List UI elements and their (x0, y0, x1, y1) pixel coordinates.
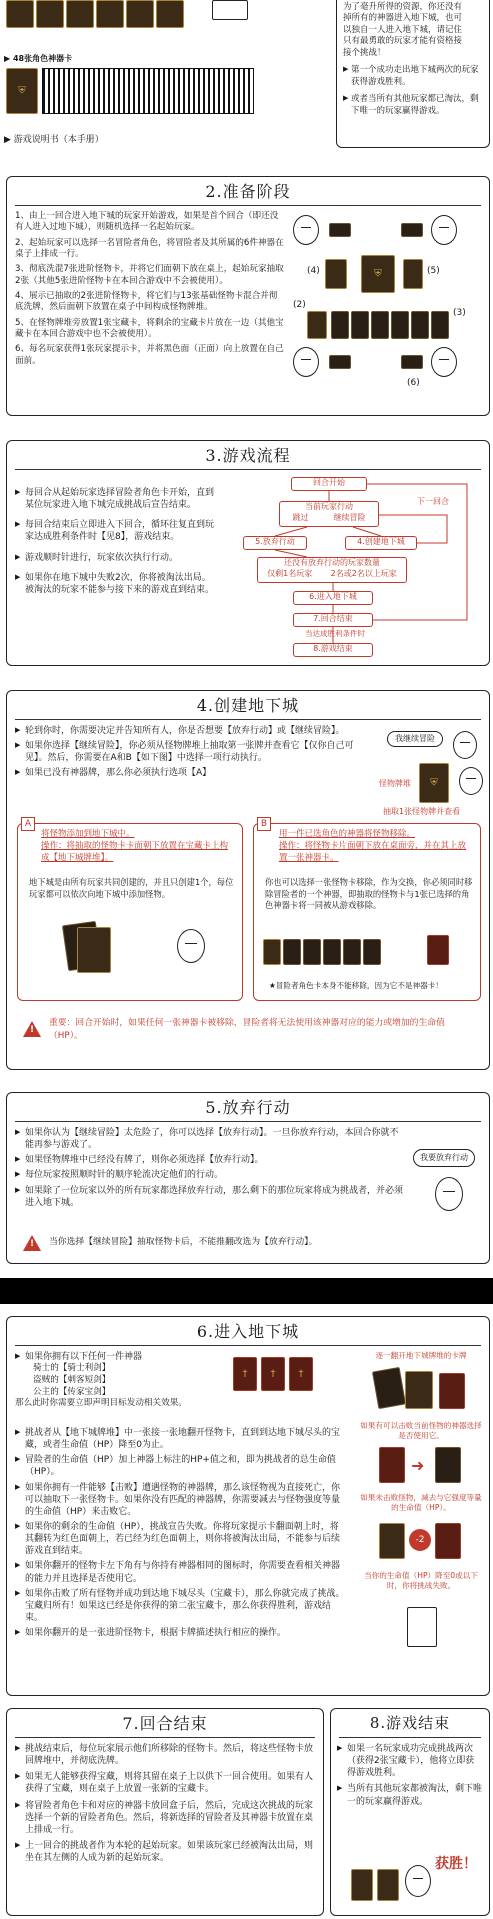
flow-bullet: ▶ 每回合从起始玩家选择冒险者角色卡开始，直到某位玩家进入地下城完成挑战后宣告结束。 (25, 487, 215, 511)
character-card (6, 0, 34, 28)
item-card-stack (42, 68, 254, 114)
flow-bullet: ▶ 每回合结束后立即进入下回合，循环往复直到玩家达成胜利条件时【见8】，游戏结束。 (25, 519, 215, 543)
enter-intro-end: 那么此时你需要立即声明目标发动相关效果。 (15, 1398, 187, 1409)
enter-bullet: ▶ 挑战者从【地下城牌堆】中一张接一张地翻开怪物卡，直到到达地下城尽头的宝藏，或者生命值（HP）降至0为止。 (25, 1427, 345, 1451)
section-give-up (6, 1092, 490, 1264)
sword-card (289, 1357, 313, 1391)
enter-caption: 如果未击败怪物，减去与它强度等量的生命值（HP）。 (360, 1493, 482, 1513)
enter-bullet: ▶ 如果你拥有以下任何一件神器 (25, 1351, 345, 1363)
item-card (303, 939, 321, 965)
section-setup (6, 176, 490, 416)
enter-caption: 当你的生命值（HP）降至0或以下时，你将挑战失败。 (364, 1571, 478, 1591)
artifact-item: 骑士的【骑士利剑】 (33, 1363, 111, 1374)
round-end-bullets (25, 1743, 315, 1864)
enter-bullets (25, 1427, 345, 1639)
item-card-front (6, 68, 38, 114)
item-card (283, 939, 301, 965)
hint-card (329, 355, 351, 369)
shield-icon: ⛨ (18, 85, 26, 97)
setup-steps (15, 211, 285, 367)
enter-bullet: ▶ 如果你击败了所有怪物并成功到达地下城尽头（宝藏卡），那么你就完成了挑战。宝藏归所有！如果这已经是你获得的第二张宝藏卡，那么你获得胜利，游戏结束。 (25, 1588, 345, 1624)
draw-label: 抽取1张怪物牌并查看 (383, 807, 461, 816)
section-game-flow (6, 440, 490, 666)
build-warning: 重要：回合开始时，如果任何一张神器卡被移除，冒险者将无法使用该神器对应的能力或增加的生命值（HP）。 (49, 1018, 445, 1041)
speech-bubble: 我要放弃行动 (413, 1149, 475, 1167)
give-up-bullet: ▶ 每位玩家按照顺时针的顺序轮流决定他们的行动。 (25, 1169, 405, 1181)
flow-remain: 还没有放弃行动的玩家数量 仅剩1名玩家 2名或2名以上玩家 (257, 557, 407, 583)
setup-step: 4、展示已抽取的2张进阶怪物卡，将它们与13张基础怪物卡混合并彻底洗牌，然后面朝下放置在桌子中间构成怪物牌堆。 (15, 291, 278, 313)
victory-box-line: 为了毫升所得的资源，你还没有 (343, 2, 463, 12)
setup-step: 3、彻底洗混7张进阶怪物卡，并将它们面朝下放在桌上，起始玩家抽取2张（其他5张进阶怪物卡在本回合游戏中不会被使用）。 (15, 264, 284, 286)
round-end-bullet: ▶ 如果无人能够获得宝藏，则将其留在桌子上以供下一回合使用。如果有人获得了宝藏，则在桌子上放置一张新的宝藏卡。 (25, 1771, 315, 1795)
black-divider (0, 1278, 493, 1304)
item-card (435, 1447, 461, 1483)
game-end-bullets (347, 1743, 483, 1808)
monster-deck (361, 255, 395, 293)
flow-give-up: 5.放弃行动 (243, 536, 307, 550)
player-hint-card (212, 0, 248, 20)
option-b-note: 你也可以选择一张怪物卡移除，作为交换，你必须同时移除冒险者的一个神器，即抽取的怪物卡与1张已选择的角色神器卡将一同被从游戏移除。 (265, 877, 473, 911)
character-card (36, 0, 64, 28)
item-card (371, 311, 389, 339)
setup-label: (2) (293, 300, 306, 310)
give-up-bullets (25, 1127, 405, 1209)
option-b-tag: B (257, 817, 271, 831)
flow-next-label: 下一回合 (417, 497, 449, 506)
adventurer-card (263, 939, 281, 965)
sword-icon: † (242, 1368, 248, 1380)
player-face (293, 347, 319, 377)
setup-label: (5) (427, 266, 440, 276)
win-text: 获胜！ (435, 1856, 477, 1872)
player-face (293, 215, 319, 245)
give-up-warning: 当你选择【继续冒险】抽取怪物卡后，不能推翻改选为【放弃行动】。 (49, 1237, 318, 1247)
flow-win-check: 当达成胜利条件时 (305, 629, 365, 638)
setup-step: 2、起始玩家可以选择一名冒险者角色，将冒险者及其所属的6件神器在桌子上排成一行。 (15, 237, 284, 260)
hint-card (401, 355, 423, 369)
player-face (435, 1177, 463, 1211)
give-up-bullet: ▶ 如果怪物牌堆中已经没有牌了，则你必须选择【放弃行动】。 (25, 1154, 405, 1166)
sword-icon: † (270, 1368, 276, 1380)
manual-label: ▶ 游戏说明书（本手册） (4, 135, 104, 145)
round-end-bullet: ▶ 将冒险者角色卡和对应的神器卡放回盒子后，然后，完成这次挑战的玩家选择一个新的冒险者角色。然后，将新选择的冒险者及其神器卡放置在桌上排成一行。 (25, 1800, 315, 1836)
divider (15, 719, 481, 720)
section-title: 6.进入地下城 (196, 1322, 300, 1341)
section-round-end (6, 1708, 324, 1916)
build-bullet: ▶ 如果已没有神器牌，那么你必须执行选项【A】 (25, 767, 365, 779)
sword-card (261, 1357, 285, 1391)
shield-icon: ⛨ (374, 268, 382, 280)
sword-card (233, 1357, 257, 1391)
arrow-right-icon: ➜ (411, 1456, 425, 1475)
divider (339, 1737, 481, 1738)
advanced-monster-card (325, 259, 347, 289)
setup-label: (6) (407, 378, 420, 388)
character-card (156, 0, 184, 28)
enter-bullet: ▶ 如果你拥有一件能够【击败】遭遇怪物的神器牌，那么该怪物视为直接死亡，你可以抽取下一张怪物卡。如果你没有匹配的神器牌，你需要减去与怪物强度等量的生命值（HP）来击败它。 (25, 1482, 345, 1518)
build-bullet: ▶ 如果你选择【继续冒险】，你必须从怪物牌堆上抽取第一张牌并查看它【仅你自己可见】。然后，你需要在A和B【如下图】中选择一项行动执行。 (25, 740, 365, 764)
player-face (177, 929, 205, 963)
flow-build: 4.创建地下城 (345, 536, 417, 550)
flow-enter: 6.进入地下城 (293, 591, 373, 605)
monster-deck (419, 763, 449, 803)
victory-bullet: ▶ 或者当所有其他玩家都已淘汰，剩下唯一的玩家赢得游戏。 (343, 94, 479, 116)
top-section (0, 0, 493, 150)
divider (15, 1121, 481, 1122)
monster-card (379, 1447, 405, 1483)
dungeon-card (405, 1371, 433, 1409)
flow-arrows (7, 441, 490, 666)
round-end-bullet: ▶ 挑战结束后，每位玩家展示他们所移除的怪物卡。然后，将这些怪物卡放回牌堆中，并彻底洗牌。 (25, 1743, 315, 1767)
shield-icon: ⛨ (430, 777, 438, 789)
victory-box-line: 接个挑战！ (343, 47, 386, 58)
section-title: 8.游戏结束 (369, 1714, 451, 1732)
flow-current: 当前玩家行动 跳过 继续冒险 (279, 501, 379, 527)
round-end-bullet: ▶ 上一回合的挑战者作为本轮的起始玩家。如果该玩家已经被淘汰出局，则坐在其左侧的人成为新的起始玩家。 (25, 1840, 315, 1864)
adventurer-card (307, 311, 327, 339)
game-end-bullet: ▶ 如果一名玩家成功完成挑战两次（获得2张宝藏卡），他将立即获得游戏胜利。 (347, 1743, 483, 1779)
give-up-bullet: ▶ 如果你认为【继续冒险】太危险了，你可以选择【放弃行动】。一旦你放弃行动，本回合你就不能再参与游戏了。 (25, 1127, 405, 1151)
character-card (66, 0, 94, 28)
section-title: 3.游戏流程 (205, 446, 291, 465)
speech-bubble: 我继续冒险 (387, 731, 443, 747)
victory-box-line: 只有最勇敢的玩家才能有资格接 (343, 36, 463, 47)
artifact-item: 公主的【传家宝剑】 (33, 1386, 111, 1397)
sword-icon: † (298, 1368, 304, 1380)
item-card (343, 939, 361, 965)
hint-card (401, 223, 423, 237)
victory-box-line: 以独自一人进入地下城，请记住 (343, 24, 463, 35)
section-title: 7.回合结束 (122, 1714, 208, 1733)
treasure-card (77, 927, 111, 973)
setup-label: (4) (307, 266, 320, 276)
divider (15, 205, 481, 206)
item-card (411, 311, 429, 339)
flow-game-end: 8.游戏结束 (293, 643, 373, 657)
flow-end-round: 7.回合结束 (293, 613, 373, 627)
treasure-card (377, 1869, 399, 1901)
item-cards-label: ▶ 48张角色神器卡 (4, 54, 73, 63)
treasure-card (351, 1869, 373, 1901)
build-bullets (25, 725, 365, 780)
enter-bullet: ▶ 如果你翻开的是一张进阶怪物卡，根据卡牌描述执行相应的操作。 (25, 1627, 345, 1639)
option-a-tag: A (21, 817, 35, 831)
section-title: 5.放弃行动 (205, 1098, 291, 1117)
adventurer-card (379, 1523, 405, 1559)
game-end-bullet: ▶ 当所有其他玩家都被淘汰，剩下唯一的玩家赢得游戏。 (347, 1783, 483, 1807)
option-a-note: 地下城是由所有玩家共同创建的，并且只创建1个，每位玩家都可以依次向地下城中添加怪物。 (29, 877, 234, 899)
build-bullet: ▶ 轮到你时，你需要决定并告知所有人，你是否想要【放弃行动】或【继续冒险】。 (25, 725, 365, 737)
enter-bullet: ▶ 如果你的剩余的生命值（HP），挑战宣告失败。你将玩家提示卡翻面朝上时，将其翻转为红色面朝上，若已经为红色面朝上，则你将被淘汰出局，不能参与后续游戏直到结束。 (25, 1521, 345, 1557)
deck-label: 怪物牌堆 (379, 779, 411, 788)
warning-icon: ! (23, 1235, 41, 1251)
option-b-footnote: ★冒险者角色卡本身不能移除，因为它不是神器卡！ (269, 981, 443, 990)
revealed-monster-card (439, 1373, 465, 1409)
hint-card (329, 223, 351, 237)
player-hint-card (407, 1607, 437, 1647)
enter-bullet: ▶ 冒险者的生命值（HP）加上神器上标注的HP+值之和，即为挑战者的总生命值（HP）。 (25, 1454, 345, 1478)
flow-bullet: ▶ 游戏顺时针进行，玩家依次执行行动。 (25, 552, 215, 564)
item-card (431, 311, 449, 339)
section-game-end (330, 1708, 490, 1916)
player-face (453, 731, 477, 759)
character-card (126, 0, 154, 28)
player-face (405, 1865, 431, 1897)
option-a-red: 将怪物添加到地下城中。 操作：将抽取的怪物卡卡面朝下放置在宝藏卡上构成【地下城牌堆】。 (41, 829, 229, 863)
item-card (323, 939, 341, 965)
player-face (459, 767, 483, 795)
dungeon-card (372, 1367, 406, 1409)
victory-box (336, 0, 490, 148)
artifact-item: 盗贼的【刺客短剑】 (33, 1374, 111, 1385)
removed-item-card (427, 935, 449, 965)
option-b-red: 用一件已选角色的神器将怪物移除。 操作：将怪物卡片面朝下放在桌面旁，并在其上放置一张神器卡。 (279, 829, 467, 863)
enter-caption: 如果有可以击败当前怪物的神器选择是否使用它。 (360, 1421, 482, 1441)
player-face (431, 215, 457, 245)
flow-start: 回合开始 (291, 477, 367, 491)
item-card (391, 311, 409, 339)
warning-icon: ! (23, 1021, 41, 1037)
character-card (96, 0, 124, 28)
player-face (431, 347, 457, 377)
victory-bullet: ▶ 第一个成功走出地下城两次的玩家获得游戏胜利。 (343, 65, 479, 87)
monster-card (435, 1523, 461, 1559)
setup-step: 6、每名玩家获得1张玩家提示卡，并将黑色面（正面）向上放置在自己面前。 (15, 344, 284, 366)
enter-bullet: ▶ 如果你翻开的怪物卡左下角有与你持有神器相同的图标时，你需要查看相关神器的能力并且选择是否使用它。 (25, 1560, 345, 1584)
give-up-bullet: ▶ 如果除了一位玩家以外的所有玩家都选择放弃行动，那么剩下的那位玩家将成为挑战者，并必须进入地下城。 (25, 1185, 405, 1209)
divider (15, 1737, 315, 1738)
enter-caption: 逐一翻开地下城牌堆的卡牌 (375, 1351, 467, 1360)
item-card (331, 311, 349, 339)
section-build-dungeon (6, 690, 490, 1070)
section-enter-dungeon (6, 1316, 490, 1696)
flow-bullet: ▶ 如果你在地下城中失败2次，你将被淘汰出局。被淘汰的玩家不能参与接下来的游戏直到结束。 (25, 572, 215, 596)
setup-label: (3) (453, 308, 466, 318)
victory-box-line: 掉所有的神器进入地下城，也可 (343, 13, 463, 24)
minus-badge: -2 (409, 1529, 431, 1551)
item-card (363, 939, 381, 965)
divider (15, 1345, 481, 1346)
section-title: 2.准备阶段 (205, 182, 291, 201)
section-title: 4.创建地下城 (196, 696, 300, 715)
setup-step: 5、在怪物牌堆旁放置1张宝藏卡，将剩余的宝藏卡片放在一边（其他宝藏卡在本回合游戏中也不会被使用）。 (15, 317, 284, 340)
setup-step: 1、由上一回合进入地下城的玩家开始游戏，如果是首个回合（即还没有人进入过地下城），则随机选择一名起始玩家。 (15, 211, 279, 233)
treasure-card (403, 259, 423, 289)
item-card (351, 311, 369, 339)
